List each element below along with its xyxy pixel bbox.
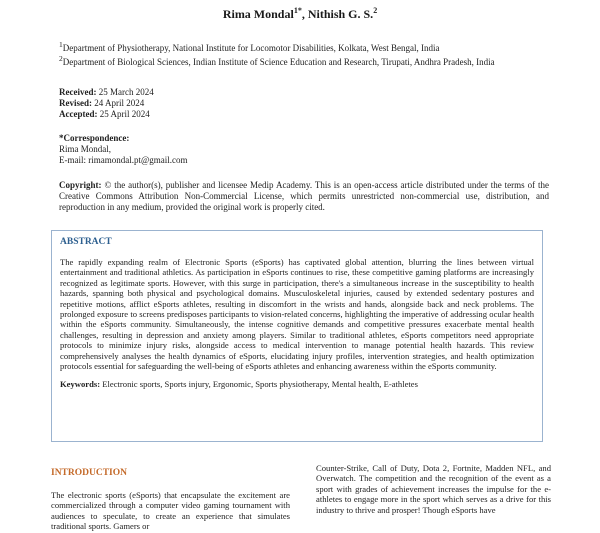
- author-superscript: 2: [373, 6, 378, 15]
- received-date: Received: 25 March 2024: [59, 87, 154, 97]
- author-superscript: 1*: [293, 6, 302, 15]
- article-dates: [59, 87, 549, 119]
- copyright-notice: [59, 180, 549, 212]
- author-name: Nithish G. S.: [307, 7, 374, 21]
- affiliation: $^2$Department of Biological Sciences, Indian Institute of Science Education and Research, Tirupati, Andhra Pradesh, India: [59, 53, 495, 67]
- author-separator: ,: [301, 7, 308, 21]
- abstract-text: The rapidly expanding realm of Electronic Sports (eSports) has captivated global attention, blurring the lines between virtual entertainment and traditional athletics. As participation in eSports continues to rise, these competitive gaming platforms are increasingly recognized as legitimate sports. However, with this surge in participation, there's a simultaneous increase in the susceptibility to health hazards, spanning both physical and psychological domains. Musculoskeletal injuries, caused by extended sedentary postures and repetitive motions, afflict eSports athletes, resulting in discomfort in the wrists and hands, alongside back and neck problems. The prolonged exposure to screens predisposes participants to vision-related concerns, highlighting the imperative of addressing ocular health within the eSports community. Simultaneously, the intense cognitive demands and competitive pressures exacerbate mental health challenges, resulting in depression and anxiety among players. Similar to traditional athletes, eSports competitors need appropriate protocols to minimize injury risks, alongside access to medical intervention to manage potential health hazards. This review comprehensively analyses the health dynamics of eSports, elucidating injury profiles, intervention strategies, and health optimization protocols essential for safeguarding the well-being of eSports athletes and enhancing awareness within the eSports community.: [60, 257, 534, 372]
- keywords-label: Keywords:: [60, 379, 101, 390]
- introduction-left-column: The electronic sports (eSports) that encapsulate the excitement are commercialized through a computer video gaming tournament with audiences to speculate, to create an experience that simulates traditional sports. Gamers or: [51, 490, 290, 532]
- introduction-heading: INTRODUCTION: [51, 468, 128, 478]
- author-line: [0, 6, 600, 22]
- affiliations: [59, 40, 549, 68]
- copyright-text: © the author(s), publisher and licensee Medip Academy. This is an open-access article distributed under the terms of the Creative Commons Attribution Non-Commercial License, which permits unrestricted non-commercial use, distribution, and reproduction in any medium, provided the original work is properly cited.: [59, 180, 550, 212]
- correspondence: [59, 133, 549, 165]
- revised-date: Revised: 24 April 2024: [59, 97, 145, 108]
- keywords-text: Electronic sports, Sports injury, Ergonomic, Sports physiotherapy, Mental health, E-athletes: [102, 379, 418, 390]
- author-name: Rima Mondal: [222, 7, 294, 21]
- introduction-right-column: Counter-Strike, Call of Duty, Dota 2, Fortnite, Madden NFL, and Overwatch. The competition and the recognition of the event as a sport with grades of achievement increases the impulse for the e-athletes to engage more in the sport which serves as a drive for this industry to thrive and prosper! Though eSports have: [316, 463, 551, 515]
- abstract-title: ABSTRACT: [60, 237, 112, 247]
- correspondence-name: Rima Mondal,: [59, 143, 111, 154]
- keywords: [60, 379, 534, 389]
- abstract-box: [51, 230, 543, 442]
- affiliation: $^1$Department of Physiotherapy, National Institute for Locomotor Disabilities, Kolkata, West Bengal, India: [59, 40, 440, 53]
- copyright-label: Copyright:: [59, 180, 102, 190]
- correspondence-email[interactable]: E-mail: rimamondal.pt@gmail.com: [59, 154, 188, 165]
- correspondence-label: *Correspondence:: [59, 133, 130, 143]
- accepted-date: Accepted: 25 April 2024: [59, 108, 150, 119]
